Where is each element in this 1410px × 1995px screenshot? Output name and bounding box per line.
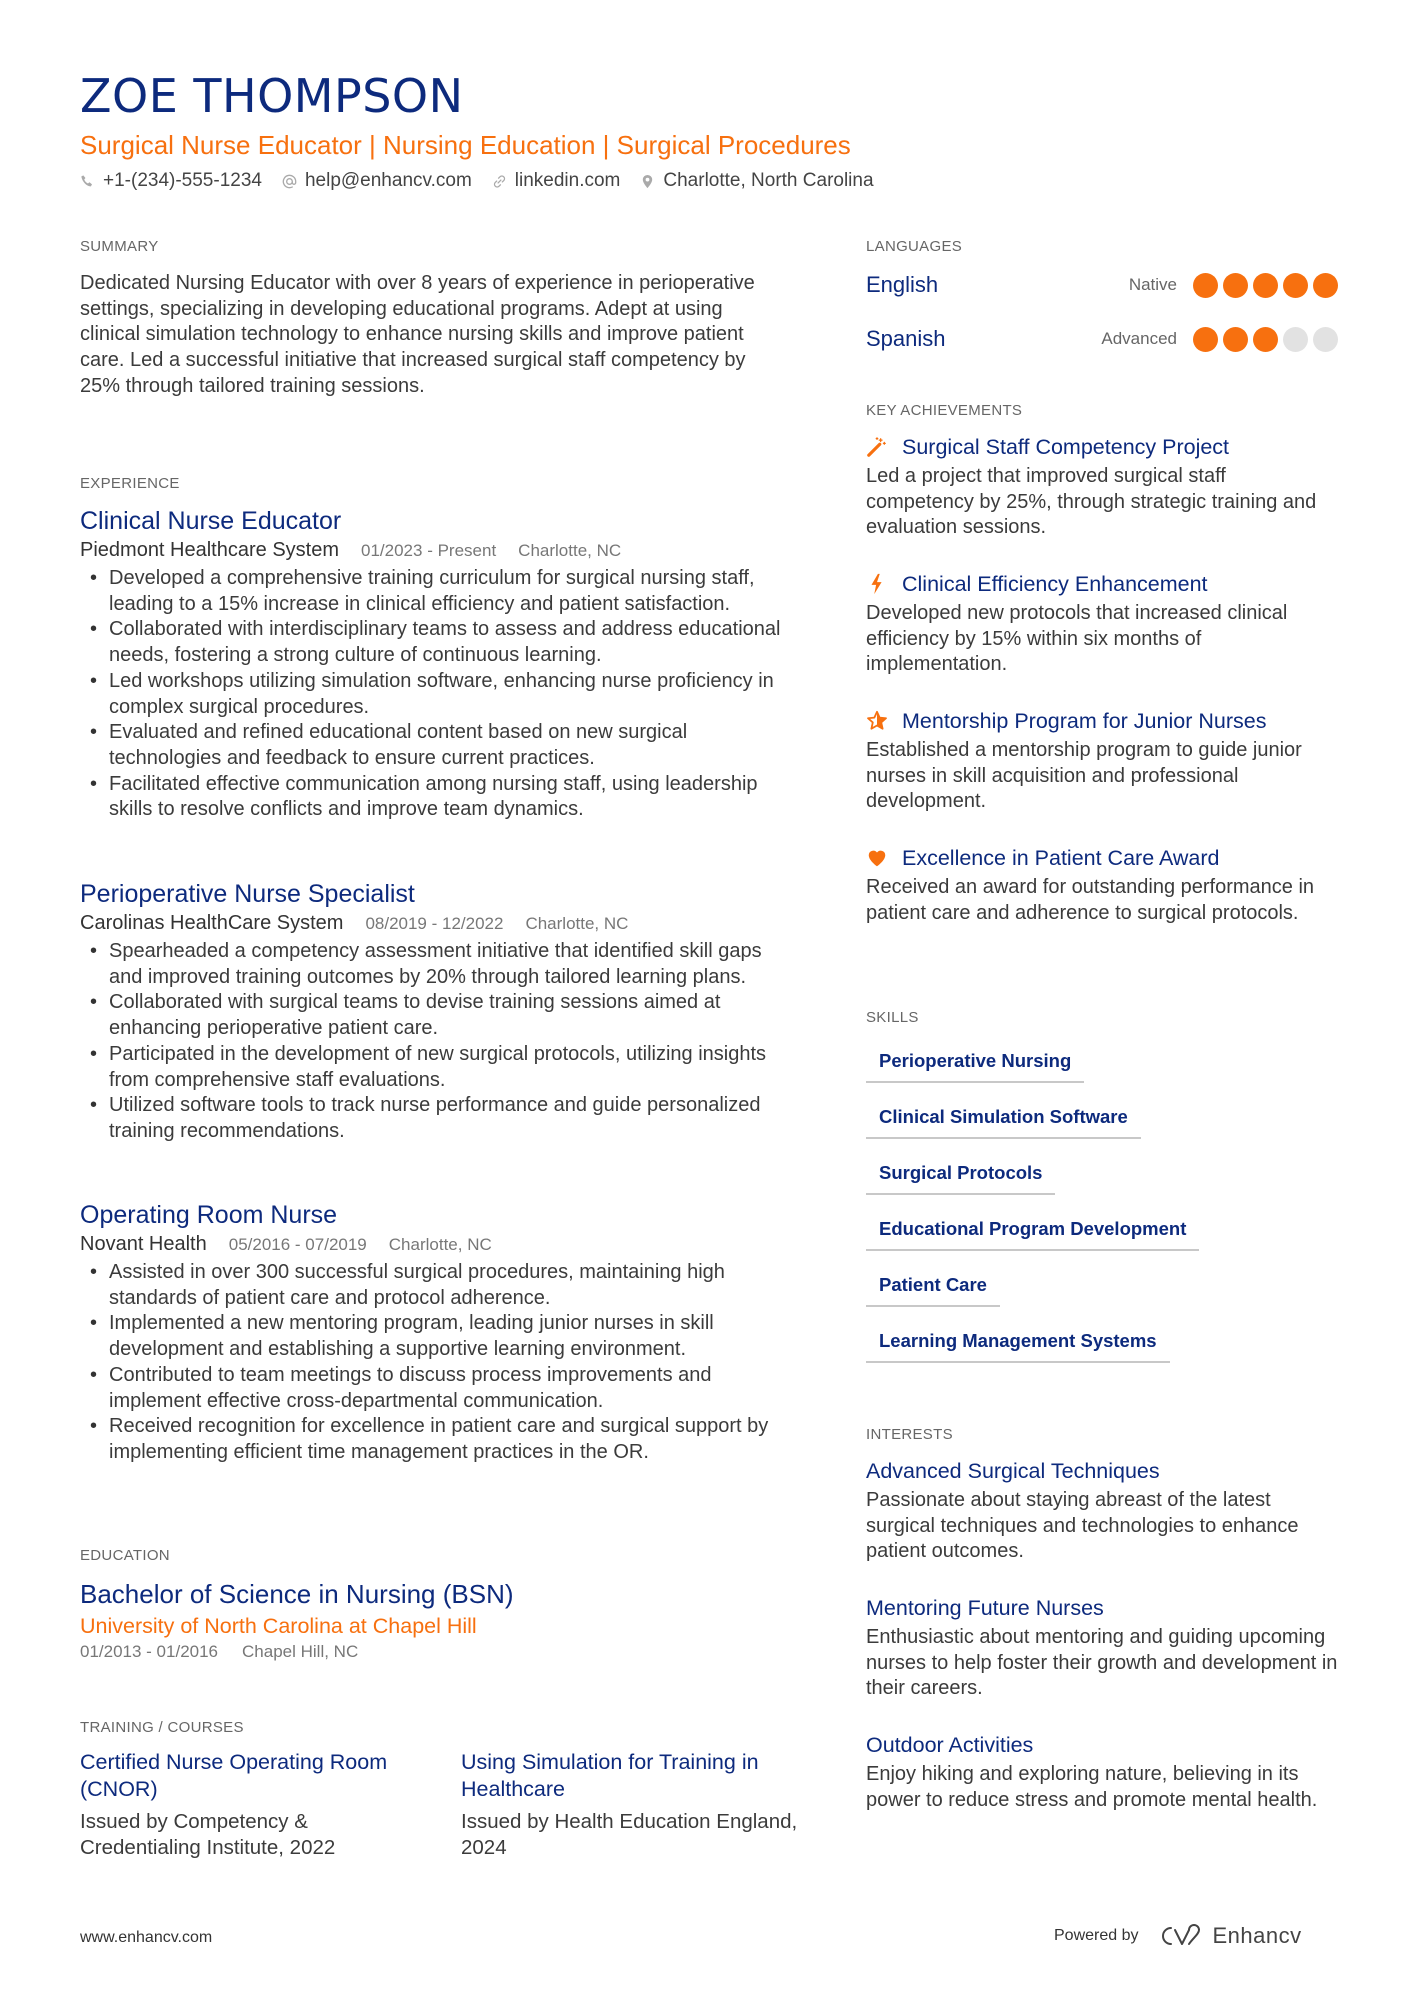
- interest-description: Enjoy hiking and exploring nature, believing in its power to reduce stress and promote mental health.: [866, 1763, 1318, 1811]
- interest-description: Passionate about staying abreast of the latest surgical techniques and technologies to enhance patient outcomes.: [866, 1489, 1299, 1563]
- candidate-headline: Surgical Nurse Educator | Nursing Education | Surgical Procedures: [80, 130, 851, 160]
- language-level: Native: [1128, 275, 1177, 294]
- job-dates: 01/2023 - Present: [361, 541, 497, 560]
- job-entry-3: [80, 1199, 795, 1466]
- job-dates: 05/2016 - 07/2019: [228, 1235, 367, 1254]
- training-issuer: Issued by Competency & Credentialing Institute, 2022: [80, 1810, 336, 1859]
- language-rating: [1193, 273, 1338, 298]
- degree-title: Bachelor of Science in Nursing (BSN): [80, 1579, 514, 1609]
- job-bullet: • Developed a comprehensive training curriculum for surgical nursing staff, leading to a 15% increase in clinical efficiency and patient satisfaction.: [80, 566, 795, 617]
- education-heading: EDUCATION: [80, 1547, 170, 1564]
- job-bullet: • Spearheaded a competency assessment initiative that identified skill gaps and improved training outcomes by 20% through tailored learning plans.: [80, 939, 795, 990]
- rating-dot-filled: [1223, 327, 1248, 352]
- summary-text: Dedicated Nursing Educator with over 8 years of experience in perioperative settings, specializing in developing educational programs. Adept at using clinical simulation technology to enhance nursing skills and improve patient care. Led a successful initiative that increased surgical staff competency by 25% through tailored training sessions.: [80, 272, 755, 397]
- job-bullet: • Collaborated with interdisciplinary teams to assess and address educational needs, fostering a strong culture of continuous learning.: [80, 617, 795, 668]
- achievement-item-4: [866, 843, 1338, 926]
- training-title: Using Simulation for Training in Healthcare: [461, 1750, 759, 1801]
- interest-item-1: [866, 1456, 1338, 1565]
- achievement-description: Established a mentorship program to guide junior nurses in skill acquisition and professional development.: [866, 739, 1302, 813]
- job-title: Clinical Nurse Educator: [80, 507, 342, 535]
- languages-heading: LANGUAGES: [866, 238, 963, 255]
- interest-title: Mentoring Future Nurses: [866, 1596, 1104, 1620]
- email-text: help@enhancv.com: [304, 170, 472, 191]
- job-bullet: • Evaluated and refined educational content based on new surgical technologies and feedback to ensure current practices.: [80, 720, 795, 771]
- heart-icon: [866, 847, 888, 869]
- job-bullet: • Participated in the development of new surgical protocols, utilizing insights from comprehensive staff evaluations.: [80, 1042, 795, 1093]
- skill-tag: Patient Care: [866, 1273, 1000, 1307]
- achievement-title-row: [866, 432, 1338, 462]
- achievement-title-row: [866, 569, 1338, 599]
- rating-dot-empty: [1313, 327, 1338, 352]
- skill-tag: Learning Management Systems: [866, 1329, 1170, 1363]
- achievement-item-1: [866, 432, 1338, 541]
- skill-tag: Clinical Simulation Software: [866, 1105, 1141, 1139]
- phone-icon: [80, 174, 95, 189]
- linkedin-text: linkedin.com: [514, 170, 621, 191]
- achievement-description: Received an award for outstanding performance in patient care and adherence to surgical protocols.: [866, 876, 1315, 924]
- location-pin-icon: [640, 174, 655, 189]
- training-title: Certified Nurse Operating Room (CNOR): [80, 1750, 388, 1801]
- achievements-heading: KEY ACHIEVEMENTS: [866, 402, 1023, 419]
- job-meta: [80, 1231, 795, 1258]
- enhancv-logo-icon: [1159, 1924, 1203, 1948]
- education-location: Chapel Hill, NC: [242, 1642, 359, 1661]
- rating-dot-filled: [1313, 273, 1338, 298]
- education-entry: [80, 1577, 795, 1663]
- candidate-name: ZOE THOMPSON: [80, 69, 464, 123]
- footer-website-link[interactable]: www.enhancv.com: [80, 1929, 213, 1946]
- language-list: [866, 270, 1338, 354]
- interest-item-3: [866, 1730, 1338, 1813]
- experience-heading: EXPERIENCE: [80, 475, 180, 492]
- job-bullet: • Assisted in over 300 successful surgical procedures, maintaining high standards of patient care and protocol adherence.: [80, 1260, 795, 1311]
- star-icon: [866, 710, 888, 732]
- summary-heading: SUMMARY: [80, 238, 159, 255]
- achievement-title-row: [866, 706, 1338, 736]
- training-item-1: [80, 1749, 410, 1860]
- job-company: Piedmont Healthcare System: [80, 539, 340, 561]
- interests-heading: INTERESTS: [866, 1426, 953, 1443]
- location-text: Charlotte, North Carolina: [663, 170, 874, 191]
- job-meta: [80, 537, 795, 564]
- skill-tag: Surgical Protocols: [866, 1161, 1055, 1195]
- skills-list: [866, 1049, 1338, 1385]
- lightning-icon: [866, 573, 888, 595]
- interest-title: Outdoor Activities: [866, 1733, 1034, 1757]
- achievement-title: Clinical Efficiency Enhancement: [902, 572, 1208, 596]
- at-icon: [282, 174, 297, 189]
- training-item-2: [461, 1749, 801, 1860]
- contact-bar: [80, 168, 874, 194]
- rating-dot-filled: [1193, 273, 1218, 298]
- language-name: Spanish: [866, 326, 946, 351]
- skill-tag: Perioperative Nursing: [866, 1049, 1084, 1083]
- job-bullet: • Received recognition for excellence in patient care and surgical support by implementing efficient time management practices in the OR.: [80, 1414, 795, 1465]
- job-entry-1: [80, 505, 795, 823]
- rating-dot-filled: [1193, 327, 1218, 352]
- job-title: Operating Room Nurse: [80, 1201, 338, 1229]
- job-bullet: • Contributed to team meetings to discuss process improvements and implement effective cross-departmental communication.: [80, 1363, 795, 1414]
- education-meta: [80, 1641, 795, 1663]
- enhancv-logo: [1159, 1923, 1302, 1949]
- job-company: Carolinas HealthCare System: [80, 912, 344, 934]
- footer-branding[interactable]: [1054, 1923, 1302, 1949]
- language-level: Advanced: [1101, 329, 1177, 348]
- job-dates: 08/2019 - 12/2022: [365, 914, 504, 933]
- job-entry-2: [80, 878, 795, 1145]
- achievement-item-3: [866, 706, 1338, 815]
- interest-item-2: [866, 1593, 1338, 1702]
- job-bullets: [80, 1260, 795, 1466]
- language-item-english: [866, 270, 1338, 300]
- job-bullets: [80, 566, 795, 823]
- contact-email[interactable]: [282, 168, 472, 194]
- job-bullets: [80, 939, 795, 1145]
- skill-tag: Educational Program Development: [866, 1217, 1199, 1251]
- achievement-item-2: [866, 569, 1338, 678]
- job-bullet: • Collaborated with surgical teams to devise training sessions aimed at enhancing perioperative patient care.: [80, 990, 795, 1041]
- contact-location: [640, 168, 873, 194]
- rating-dot-empty: [1283, 327, 1308, 352]
- brand-name: Enhancv: [1212, 1923, 1302, 1948]
- powered-by-label: Powered by: [1054, 1927, 1139, 1944]
- job-title: Perioperative Nurse Specialist: [80, 880, 415, 908]
- job-bullet: • Led workshops utilizing simulation software, enhancing nurse proficiency in complex surgical procedures.: [80, 669, 795, 720]
- skills-heading: SKILLS: [866, 1009, 919, 1026]
- school-name: University of North Carolina at Chapel Hill: [80, 1614, 477, 1638]
- achievement-title-row: [866, 843, 1338, 873]
- magic-wand-icon: [866, 436, 888, 458]
- education-dates: 01/2013 - 01/2016: [80, 1642, 219, 1661]
- achievement-description: Led a project that improved surgical staff competency by 25%, through strategic training and evaluation sessions.: [866, 465, 1317, 539]
- interest-description: Enthusiastic about mentoring and guiding upcoming nurses to help foster their growth and development in their careers.: [866, 1626, 1338, 1700]
- contact-phone[interactable]: [80, 168, 262, 194]
- job-company: Novant Health: [80, 1233, 207, 1255]
- job-bullet: • Implemented a new mentoring program, leading junior nurses in skill development and establishing a supportive learning environment.: [80, 1311, 795, 1362]
- language-item-spanish: [866, 324, 1338, 354]
- job-meta: [80, 910, 795, 937]
- training-heading: TRAINING / COURSES: [80, 1719, 244, 1736]
- job-bullet: • Utilized software tools to track nurse performance and guide personalized training recommendations.: [80, 1093, 795, 1144]
- language-rating: [1193, 327, 1338, 352]
- rating-dot-filled: [1283, 273, 1308, 298]
- achievement-title: Excellence in Patient Care Award: [902, 846, 1220, 870]
- phone-text: +1-(234)-555-1234: [103, 170, 262, 191]
- training-issuer: Issued by Health Education England, 2024: [461, 1810, 798, 1859]
- job-bullet: • Facilitated effective communication among nursing staff, using leadership skills to resolve conflicts and improve team dynamics.: [80, 772, 795, 823]
- link-icon: [492, 174, 507, 189]
- language-name: English: [866, 272, 939, 297]
- job-location: Charlotte, NC: [388, 1235, 492, 1254]
- job-location: Charlotte, NC: [525, 914, 629, 933]
- achievement-title: Mentorship Program for Junior Nurses: [902, 709, 1267, 733]
- rating-dot-filled: [1223, 273, 1248, 298]
- achievement-title: Surgical Staff Competency Project: [902, 435, 1230, 459]
- contact-linkedin[interactable]: [492, 168, 621, 194]
- achievement-description: Developed new protocols that increased clinical efficiency by 15% within six months of implementation.: [866, 602, 1288, 676]
- rating-dot-filled: [1253, 327, 1278, 352]
- interest-title: Advanced Surgical Techniques: [866, 1459, 1160, 1483]
- job-location: Charlotte, NC: [518, 541, 622, 560]
- rating-dot-filled: [1253, 273, 1278, 298]
